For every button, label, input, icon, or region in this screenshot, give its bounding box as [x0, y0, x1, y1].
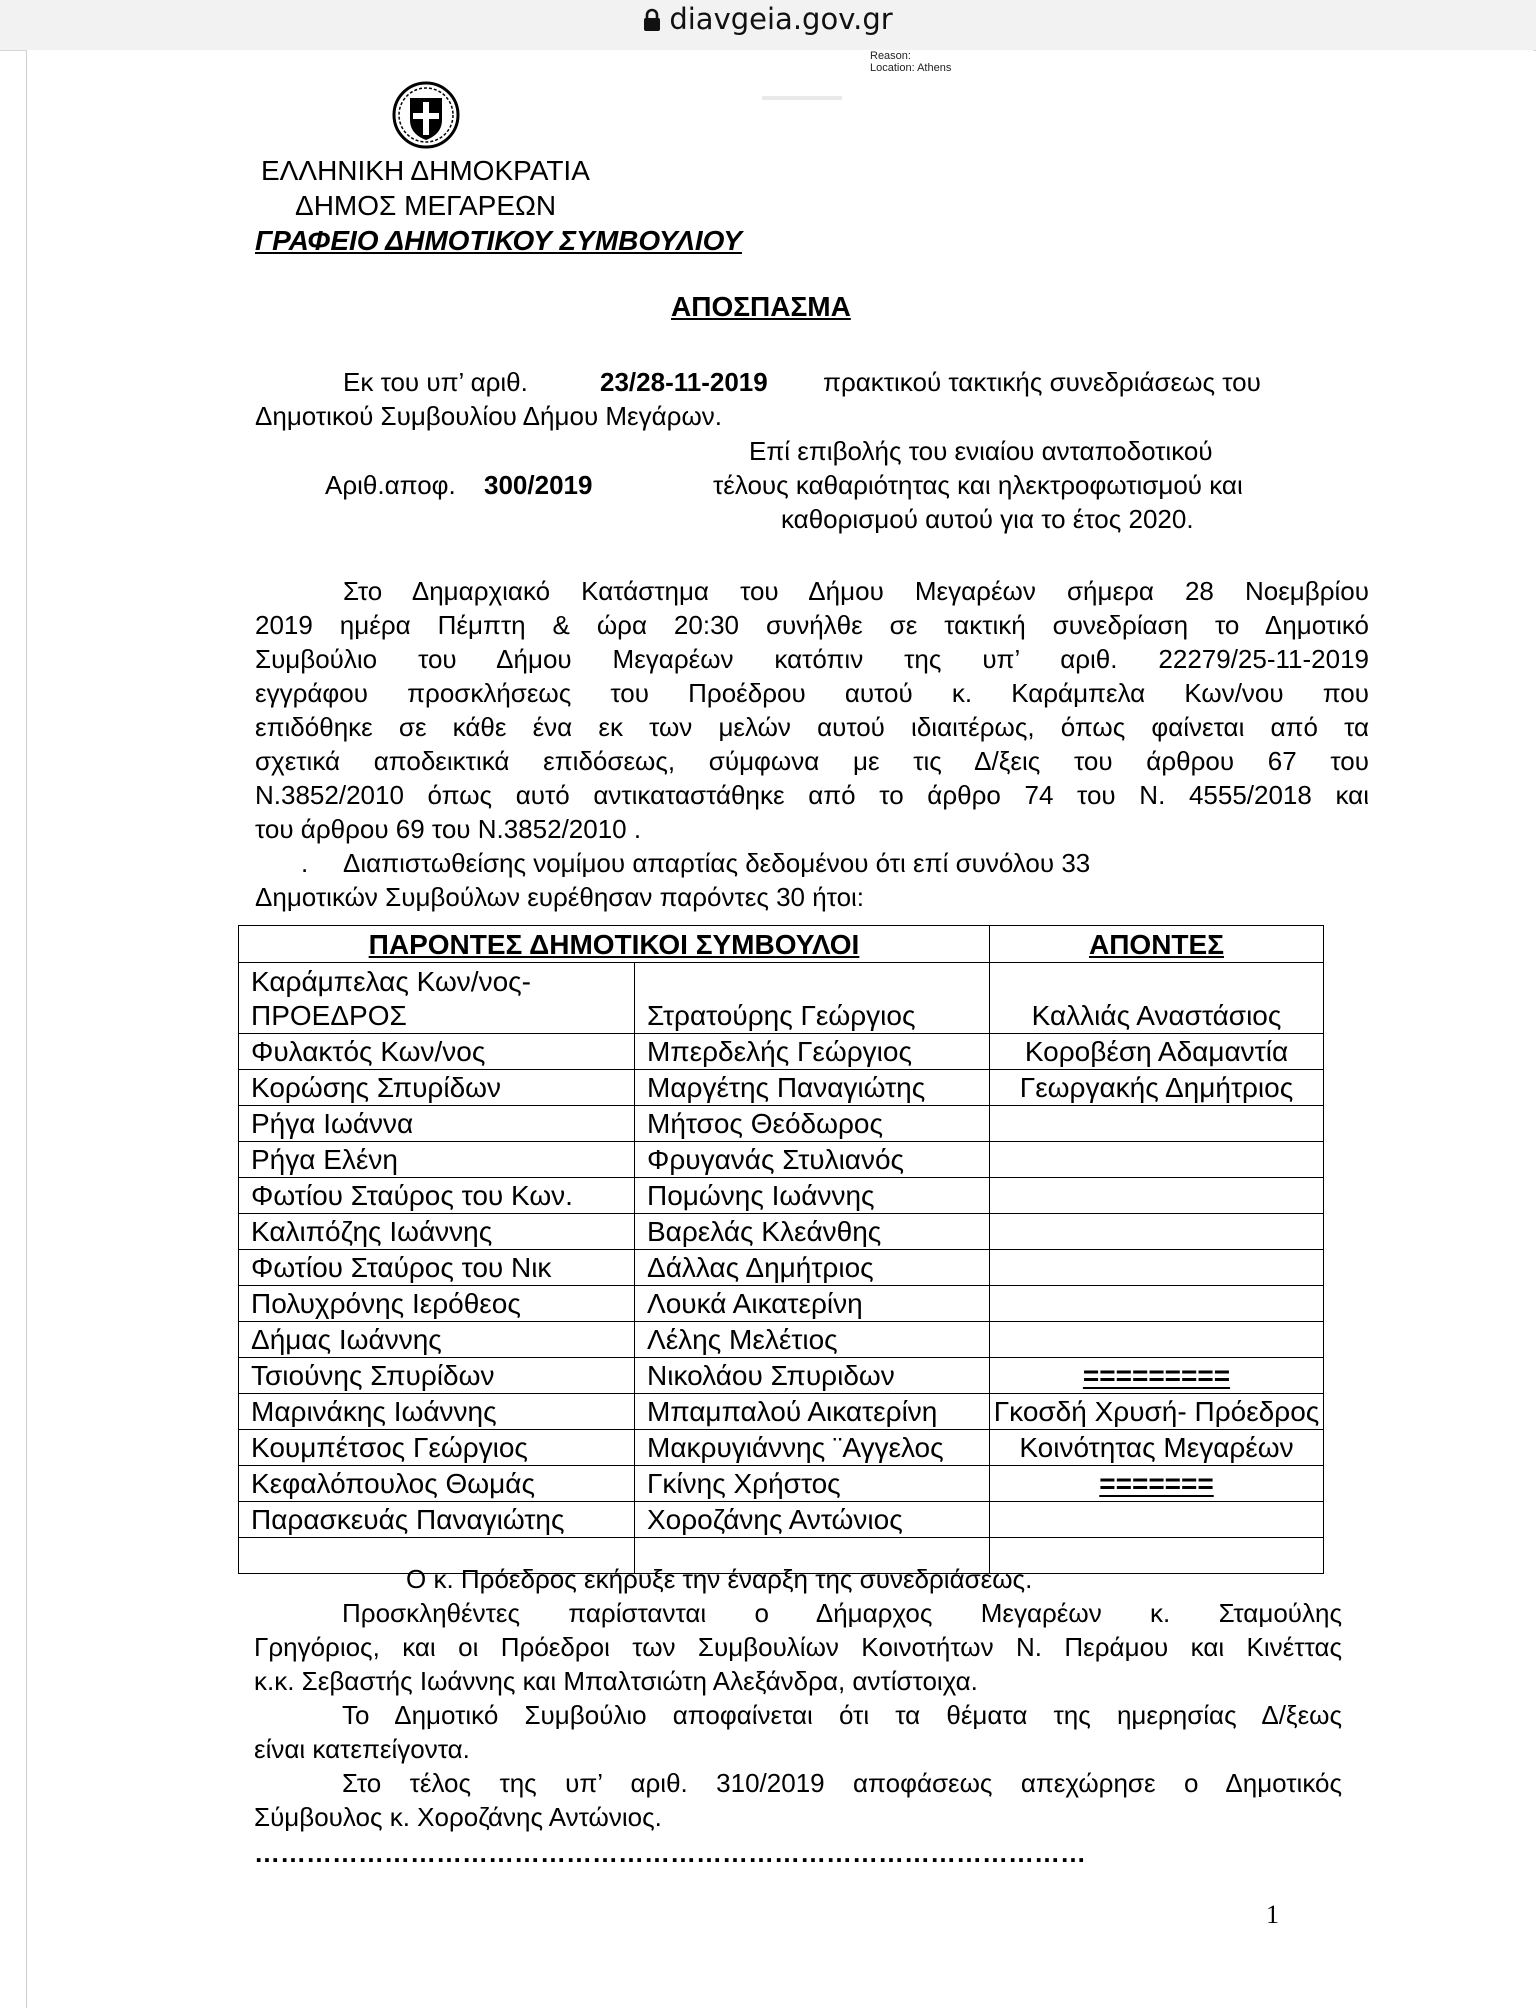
table-row: [239, 1178, 1324, 1214]
intro-prefix: Εκ του υπ’ αριθ.: [343, 367, 528, 397]
absent-cell: [990, 1322, 1324, 1358]
table-row: [239, 1394, 1324, 1430]
body-line-2: 2019 ημέρα Πέμπτη & ώρα 20:30 συνήλθε σε τακτική συνεδρίαση το Δημοτικό: [255, 610, 1369, 640]
decision-number: 300/2019: [484, 470, 593, 500]
absent-cell: Γεωργακής Δημήτριος: [990, 1070, 1324, 1106]
dotted-separator: ……………………………………………………………………………………: [254, 1838, 1086, 1868]
header-republic: ΕΛΛΗΝΙΚΗ ΔΗΜΟΚΡΑΤΙΑ: [261, 155, 590, 186]
body-line-6: σχετικά αποδεικτικά επιδόσεως, σύμφωνα με τις Δ/ξεις του άρθρου 67 του: [255, 746, 1369, 776]
member-cell: Μαργέτης Παναγιώτης: [635, 1070, 990, 1106]
member-cell: Πομώνης Ιωάννης: [635, 1178, 990, 1214]
closing-invited-2: Γρηγόριος, και οι Πρόεδροι των Συμβουλίων Κοινοτήτων Ν. Περάμου και Κινέττας: [254, 1632, 1342, 1662]
member-cell: Δάλλας Δημήτριος: [635, 1250, 990, 1286]
member-cell: Κουμπέτσος Γεώργιος: [239, 1430, 635, 1466]
member-cell: Κεφαλόπουλος Θωμάς: [239, 1466, 635, 1502]
table-row: [239, 1214, 1324, 1250]
member-cell: Παρασκευάς Παναγιώτης: [239, 1502, 635, 1538]
greek-coat-of-arms-emblem: [391, 80, 461, 150]
body-line-4: εγγράφου προσκλήσεως του Προέδρου αυτού κ. Καράμπελα Κων/νου που: [255, 678, 1369, 708]
member-cell: Πολυχρόνης Ιερόθεος: [239, 1286, 635, 1322]
president-name: Καράμπελας Κων/νος-: [251, 966, 531, 997]
member-cell: Λουκά Αικατερίνη: [635, 1286, 990, 1322]
absent-cell: [990, 1286, 1324, 1322]
table-row: [239, 963, 1324, 1034]
absent-cell: Κοινότητας Μεγαρέων: [990, 1430, 1324, 1466]
quorum-line-2: Δημοτικών Συμβούλων ευρέθησαν παρόντες 30 ήτοι:: [255, 882, 865, 912]
closing-departure-2: Σύμβουλος κ. Χοροζάνης Αντώνιος.: [254, 1802, 662, 1832]
member-cell: Μήτσος Θεόδωρος: [635, 1106, 990, 1142]
absent-cell: [990, 1538, 1324, 1574]
url-text: diavgeia.gov.gr: [669, 2, 893, 36]
president-title: ΠΡΟΕΔΡΟΣ: [251, 1000, 407, 1031]
decision-subject-1: Επί επιβολής του ενιαίου ανταποδοτικού: [749, 436, 1213, 466]
member-cell: Λέλης Μελέτιος: [635, 1322, 990, 1358]
present-header: ΠΑΡΟΝΤΕΣ ΔΗΜΟΤΙΚΟΙ ΣΥΜΒΟΥΛΟΙ: [239, 926, 990, 963]
absent-cell: [990, 1142, 1324, 1178]
table-row: [239, 1286, 1324, 1322]
member-cell: Στρατούρης Γεώργιος: [635, 963, 990, 1034]
absent-cell: Καλλιάς Αναστάσιος: [990, 963, 1324, 1034]
absent-header: ΑΠΟΝΤΕΣ: [990, 926, 1324, 963]
member-cell: Μαρινάκης Ιωάννης: [239, 1394, 635, 1430]
header-municipality: ΔΗΜΟΣ ΜΕΓΑΡΕΩΝ: [295, 190, 557, 221]
url-display[interactable]: [0, 2, 1536, 36]
table-row: [239, 1106, 1324, 1142]
member-cell: Φρυγανάς Στυλιανός: [635, 1142, 990, 1178]
closing-urgent-1: Το Δημοτικό Συμβούλιο αποφαίνεται ότι τα θέματα της ημερησίας Δ/ξεως: [342, 1700, 1342, 1730]
table-header-row: [239, 926, 1324, 963]
body-line-8: του άρθρου 69 του Ν.3852/2010 .: [255, 814, 642, 844]
document-title: ΑΠΟΣΠΑΣΜΑ: [671, 291, 851, 322]
lock-icon: [643, 8, 661, 32]
member-cell: Μακρυγιάννης ¨Αγγελος: [635, 1430, 990, 1466]
member-cell: Νικολάου Σπυριδων: [635, 1358, 990, 1394]
member-cell: Καλιπόζης Ιωάννης: [239, 1214, 635, 1250]
absent-separator: =======: [990, 1466, 1324, 1502]
intro-council: Δημοτικού Συμβουλίου Δήμου Μεγάρων.: [255, 401, 722, 431]
member-cell: Τσιούνης Σπυρίδων: [239, 1358, 635, 1394]
absent-separator: =========: [990, 1358, 1324, 1394]
signature-reason: Reason:: [870, 50, 911, 62]
council-members-table: [238, 925, 1324, 1574]
absent-cell: Γκοσδή Χρυσή- Πρόεδρος: [990, 1394, 1324, 1430]
absent-cell: [990, 1250, 1324, 1286]
member-cell: Φωτίου Σταύρος του Νικ: [239, 1250, 635, 1286]
member-cell: Κορώσης Σπυρίδων: [239, 1070, 635, 1106]
closing-departure-1: Στο τέλος της υπ’ αριθ. 310/2019 αποφάσεως απεχώρησε ο Δημοτικός: [342, 1768, 1342, 1798]
decision-label: Αριθ.αποφ.: [325, 470, 456, 500]
absent-cell: [990, 1106, 1324, 1142]
member-cell: Ρήγα Ιωάννα: [239, 1106, 635, 1142]
body-line-3: Συμβούλιο του Δήμου Μεγαρέων κατόπιν της υπ’ αριθ. 22279/25-11-2019: [255, 644, 1369, 674]
quorum-line-1: Διαπιστωθείσης νομίμου απαρτίας δεδομένου ότι επί συνόλου 33: [343, 848, 1091, 878]
body-line-5: επιδόθηκε σε κάθε ένα εκ των μελών αυτού ιδιαιτέρως, όπως φαίνεται από τα: [255, 712, 1369, 742]
member-cell: [239, 963, 635, 1034]
member-cell: Μπερδελής Γεώργιος: [635, 1034, 990, 1070]
table-row: [239, 1250, 1324, 1286]
minutes-number: 23/28-11-2019: [600, 367, 768, 397]
intro-suffix: πρακτικού τακτικής συνεδριάσεως του: [823, 367, 1261, 397]
member-cell: Φωτίου Σταύρος του Κων.: [239, 1178, 635, 1214]
table-row: [239, 1070, 1324, 1106]
table-row: [239, 1034, 1324, 1070]
page-number: 1: [1266, 1900, 1279, 1929]
member-cell: Φυλακτός Κων/νος: [239, 1034, 635, 1070]
table-row: [239, 1430, 1324, 1466]
closing-opening: Ο κ. Πρόεδρος εκήρυξε την έναρξη της συνεδριάσεως.: [406, 1564, 1033, 1594]
table-row: [239, 1358, 1324, 1394]
signature-location: Location: Athens: [870, 62, 952, 74]
body-line-7: Ν.3852/2010 όπως αυτό αντικαταστάθηκε από το άρθρο 74 του Ν. 4555/2018 και: [255, 780, 1369, 810]
table-row: [239, 1466, 1324, 1502]
member-cell: Ρήγα Ελένη: [239, 1142, 635, 1178]
decision-subject-2: τέλους καθαριότητας και ηλεκτροφωτισμού και: [713, 470, 1243, 500]
table-row: [239, 1142, 1324, 1178]
browser-address-bar[interactable]: [0, 0, 1536, 51]
quorum-bullet: .: [301, 848, 309, 878]
decision-subject-3: καθορισμού αυτού για το έτος 2020.: [781, 504, 1194, 534]
absent-cell: [990, 1178, 1324, 1214]
absent-cell: [990, 1502, 1324, 1538]
member-cell: Χοροζάνης Αντώνιος: [635, 1502, 990, 1538]
closing-invited-3: κ.κ. Σεβαστής Ιωάννης και Μπαλτσιώτη Αλεξάνδρα, αντίστοιχα.: [254, 1666, 978, 1696]
absent-cell: Κοροβέση Αδαμαντία: [990, 1034, 1324, 1070]
absent-cell: [990, 1214, 1324, 1250]
table-row: [239, 1502, 1324, 1538]
body-line-1: Στο Δημαρχιακό Κατάστημα του Δήμου Μεγαρέων σήμερα 28 Νοεμβρίου: [343, 576, 1369, 606]
closing-invited-1: Προσκληθέντες παρίστανται ο Δήμαρχος Μεγαρέων κ. Σταμούλης: [342, 1598, 1342, 1628]
closing-urgent-2: είναι κατεπείγοντα.: [254, 1734, 470, 1764]
table-row: [239, 1322, 1324, 1358]
member-cell: Δήμας Ιωάννης: [239, 1322, 635, 1358]
member-cell: Βαρελάς Κλεάνθης: [635, 1214, 990, 1250]
header-council-office: ΓΡΑΦΕΙΟ ΔΗΜΟΤΙΚΟΥ ΣΥΜΒΟΥΛΙΟΥ: [255, 225, 742, 256]
member-cell: Μπαμπαλού Αικατερίνη: [635, 1394, 990, 1430]
faint-signature-mark: [762, 96, 842, 100]
member-cell: Γκίνης Χρήστος: [635, 1466, 990, 1502]
